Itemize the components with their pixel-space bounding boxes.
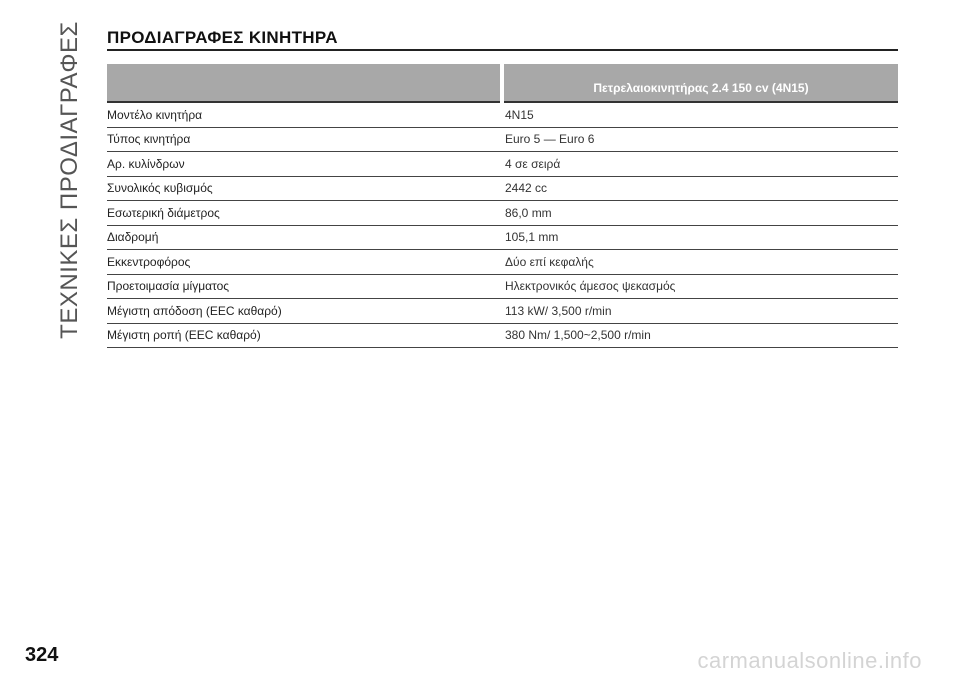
table-row [107,250,898,275]
engine-spec-table [107,64,898,348]
column-header: Πετρελαιοκινητήρας 2.4 150 cv (4N15) [502,64,898,102]
table-row [107,176,898,201]
row-label: Μέγιστη απόδοση (EEC καθαρό) [107,299,502,324]
row-label: Τύπος κινητήρα [107,127,502,152]
header-blank-cell [107,64,502,102]
table-row [107,102,898,127]
row-label: Μέγιστη ροπή (EEC καθαρό) [107,323,502,348]
row-label: Αρ. κυλίνδρων [107,152,502,177]
row-value: 380 Nm/ 1,500~2,500 r/min [502,323,898,348]
row-value: Ηλεκτρονικός άμεσος ψεκασμός [502,274,898,299]
table-row [107,274,898,299]
row-label: Προετοιμασία μίγματος [107,274,502,299]
row-value: 4 σε σειρά [502,152,898,177]
row-value: Euro 5 — Euro 6 [502,127,898,152]
chapter-side-title [50,21,90,339]
row-value: 4N15 [502,102,898,127]
table-row [107,299,898,324]
row-label: Εσωτερική διάμετρος [107,201,502,226]
watermark: carmanualsonline.info [697,648,922,673]
table-row [107,152,898,177]
row-value: 2442 cc [502,176,898,201]
table-row [107,201,898,226]
row-value: Δύο επί κεφαλής [502,250,898,275]
table-row [107,323,898,348]
table-row [107,225,898,250]
row-label: Διαδρομή [107,225,502,250]
row-label: Μοντέλο κινητήρα [107,102,502,127]
row-value: 105,1 mm [502,225,898,250]
table-row [107,127,898,152]
row-label: Συνολικός κυβισμός [107,176,502,201]
row-value: 113 kW/ 3,500 r/min [502,299,898,324]
page-number: 324 [25,644,59,666]
title-divider [107,49,898,51]
table-header-row [107,64,898,102]
chapter-side-title-text: ΤΕΧΝΙΚΕΣ ΠΡΟΔΙΑΓΡΑΦΕΣ [56,21,84,339]
row-value: 86,0 mm [502,201,898,226]
row-label: Εκκεντροφόρος [107,250,502,275]
section-title: ΠΡΟΔΙΑΓΡΑΦΕΣ ΚΙΝΗΤΗΡΑ [107,28,338,47]
